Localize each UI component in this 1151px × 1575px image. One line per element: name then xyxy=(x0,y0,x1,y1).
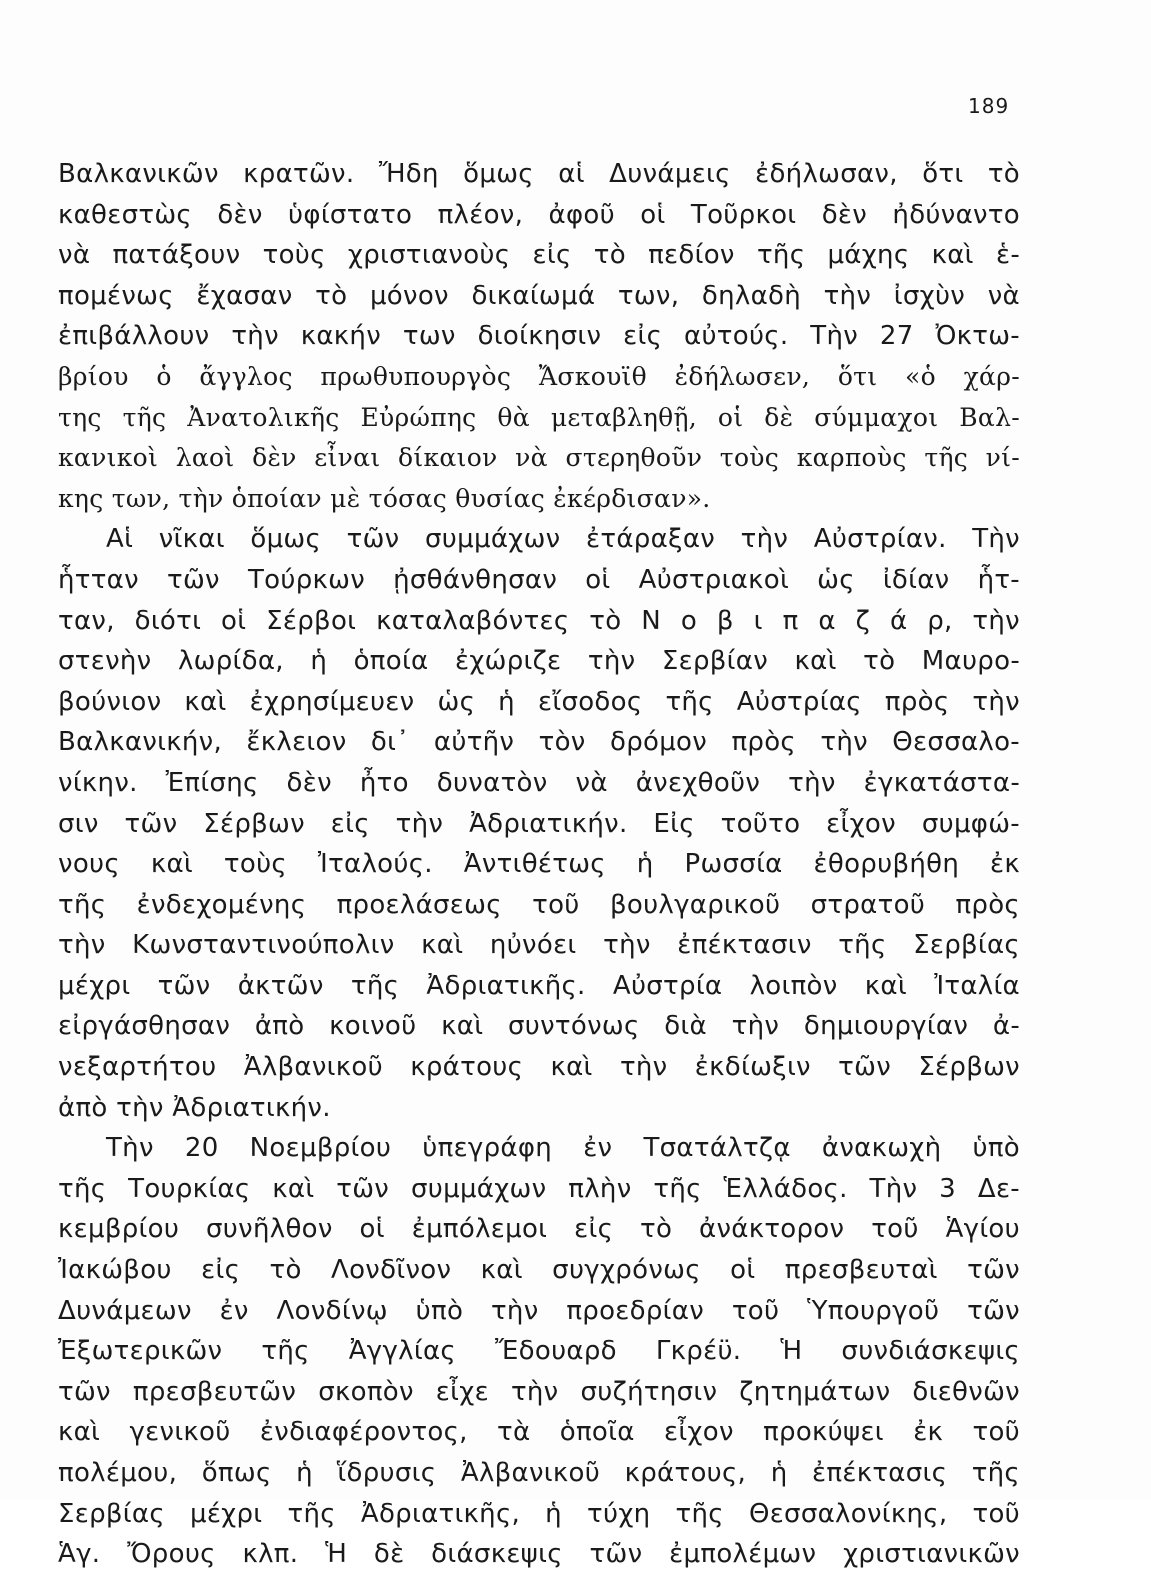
text-line: κεμβρίου συνῆλθον οἱ ἐμπόλεμοι εἰς τὸ ἀνάκτορον τοῦ Ἁγίου xyxy=(58,1214,1020,1245)
text-line: Αἱ νῖκαι ὅμως τῶν συμμάχων ἐτάραξαν τὴν Αὐστρίαν. Τὴν xyxy=(106,524,1020,555)
text-line: σιν τῶν Σέρβων εἰς τὴν Ἀδριατικήν. Εἰς τοῦτο εἶχον συμφώ- xyxy=(58,808,1020,839)
text-line: βρίου ὁ ἄγγλος πρωθυπουργὸς Ἄσκουϊθ ἐδήλωσεν, ὅτι «ὁ χάρ- xyxy=(58,361,1020,391)
text-line: καθεστὼς δὲν ὑφίστατο πλέον, ἀφοῦ οἱ Τοῦρκοι δὲν ἠδύναντο xyxy=(58,199,1020,230)
body-text xyxy=(58,154,1020,1575)
text-line: καὶ γενικοῦ ἐνδιαφέροντος, τὰ ὁποῖα εἶχον προκύψει ἐκ τοῦ xyxy=(58,1417,1020,1448)
text-line: βούνιον καὶ ἐχρησίμευεν ὡς ἡ εἴσοδος τῆς Αὐστρίας πρὸς τὴν xyxy=(58,686,1020,717)
text-line: στενὴν λωρίδα, ἡ ὁποία ἐχώριζε τὴν Σερβίαν καὶ τὸ Μαυρο- xyxy=(58,646,1020,677)
text-line: Βαλκανικῶν κρατῶν. Ἤδη ὅμως αἱ Δυνάμεις ἐδήλωσαν, ὅτι τὸ xyxy=(58,159,1020,189)
text-line: ἀπὸ τὴν Ἀδριατικήν. xyxy=(58,1092,331,1123)
text-line: πολέμου, ὅπως ἡ ἵδρυσις Ἀλβανικοῦ κράτους, ἡ ἐπέκτασις τῆς xyxy=(58,1458,1020,1488)
text-line: τῶν πρεσβευτῶν σκοπὸν εἶχε τὴν συζήτησιν ζητημάτων διεθνῶν xyxy=(58,1376,1020,1407)
page-number: 189 xyxy=(968,94,1010,118)
text-line: ἐπιβάλλουν τὴν κακήν των διοίκησιν εἰς αὐτούς. Τὴν 27 Ὀκτω- xyxy=(58,321,1020,352)
text-line: νους καὶ τοὺς Ἰταλούς. Ἀντιθέτως ἡ Ρωσσία ἐθορυβήθη ἐκ xyxy=(58,849,1020,880)
text-line: Βαλκανικήν, ἔκλειον δι᾽ αὐτῆν τὸν δρόμον πρὸς τὴν Θεσσαλο- xyxy=(58,727,1020,758)
text-line: εἰργάσθησαν ἀπὸ κοινοῦ καὶ συντόνως διὰ τὴν δημιουργίαν ἀ- xyxy=(58,1011,1020,1042)
text-line: τῆς ἐνδεχομένης προελάσεως τοῦ βουλγαρικοῦ στρατοῦ πρὸς xyxy=(58,889,1020,920)
text-line: τὴν Κωνσταντινούπολιν καὶ ηὐνόει τὴν ἐπέκτασιν τῆς Σερβίας xyxy=(58,930,1020,961)
text-line: Δυνάμεων ἐν Λονδίνῳ ὑπὸ τὴν προεδρίαν τοῦ Ὑπουργοῦ τῶν xyxy=(58,1295,1020,1326)
text-line: κανικοὶ λαοὶ δὲν εἶναι δίκαιον νὰ στερηθοῦν τοὺς καρποὺς τῆς νί- xyxy=(58,443,1020,473)
text-line: Σερβίας μέχρι τῆς Ἀδριατικῆς, ἡ τύχη τῆς Θεσσαλονίκης, τοῦ xyxy=(58,1498,1020,1529)
text-line: ἧτταν τῶν Τούρκων ᾐσθάνθησαν οἱ Αὐστριακοὶ ὡς ἰδίαν ἧτ- xyxy=(58,564,1020,595)
text-line: Ἰακώβου εἰς τὸ Λονδῖνον καὶ συγχρόνως οἱ πρεσβευταὶ τῶν xyxy=(58,1255,1020,1286)
text-line: τῆς Τουρκίας καὶ τῶν συμμάχων πλὴν τῆς Ἑλλάδος. Τὴν 3 Δε- xyxy=(58,1173,1020,1204)
text-line: νὰ πατάξουν τοὺς χριστιανοὺς εἰς τὸ πεδίον τῆς μάχης καὶ ἑ- xyxy=(58,240,1020,271)
text-line: Τὴν 20 Νοεμβρίου ὑπεγράφη ἐν Τσατάλτζᾳ ἀνακωχὴ ὑπὸ xyxy=(106,1133,1020,1164)
text-line: της τῆς Ἀνατολικῆς Εὐρώπης θὰ μεταβληθῇ, οἱ δὲ σύμμαχοι Βαλ- xyxy=(58,402,1020,432)
text-line: κης των, τὴν ὁποίαν μὲ τόσας θυσίας ἐκέρδισαν». xyxy=(58,483,711,513)
text-line: νίκην. Ἐπίσης δὲν ἦτο δυνατὸν νὰ ἀνεχθοῦν τὴν ἐγκατάστα- xyxy=(58,767,1020,798)
text-line: μέχρι τῶν ἀκτῶν τῆς Ἀδριατικῆς. Αὐστρία λοιπὸν καὶ Ἰταλία xyxy=(58,970,1020,1001)
text-line: Ἐξωτερικῶν τῆς Ἀγγλίας Ἔδουαρδ Γκρέϋ. Ἡ συνδιάσκεψις xyxy=(58,1336,1020,1367)
text-line: νεξαρτήτου Ἀλβανικοῦ κράτους καὶ τὴν ἐκδίωξιν τῶν Σέρβων xyxy=(58,1052,1020,1083)
text-line: πομένως ἔχασαν τὸ μόνον δικαίωμά των, δηλαδὴ τὴν ἰσχὺν νὰ xyxy=(58,280,1020,311)
text-line: ταν, διότι οἱ Σέρβοι καταλαβόντες τὸ Ν ο β ι π α ζ ά ρ, τὴν xyxy=(58,605,1020,636)
text-line: Ἁγ. Ὄρους κλπ. Ἡ δὲ διάσκεψις τῶν ἐμπολέμων χριστιανικῶν xyxy=(58,1539,1020,1570)
